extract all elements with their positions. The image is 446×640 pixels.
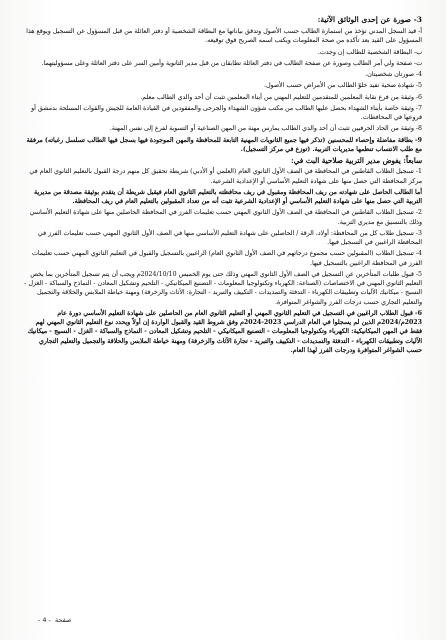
page-dash-left: - [48,616,51,624]
paragraph-4: 4- صورتان شخصيتان. [365,71,422,78]
paragraph-s6: 6- قبول الطلاب الراغبين في التسجيل في التعليم الثانوي المهني أو التعليم الثانوي العام من الحاصلين على شهادة التعليم الأساسي دورة عام 2023م/2024م الذين لم يسجلوا في العام الدراسي 2023-2024م وفق شروط القيد والقبول الواردة إن أولاً ويحدد نوع التعليم الثانوي المهني لهم فقط في المهن الميكانيكية: الكهرباء وتكنولوجيا المعلومات - التصنيع الميكانيكي - التلحيم وتشكيل المعادن - النماذج والسباكة - الغزل - النسيج - ميكانيك الآليات وتطبيقات الكهرباء - التدفئة والتمديدات - التكييف والتبريد - تجارة الآثاث والزخرفة) ومهنة خياطة الملابس والحلاقة والتجميل والتعليم التجاري حسب الشواغر المتوافرة ودرجات الفرز لهذا العام. [27,309,422,354]
paragraph-5: 5- شهادة صحية تفيد خلوّ الطالب من الأمراض حسب الأصول. [263,82,422,90]
paragraph-s3: 3- تسجيل طلاب كل من المحافظة: أولاد، الرقة / الحاصلين على شهادة التعليم الأساسي منها في الصف الأول الثانوي المهني حسب تعليمات الفرز في المحافظة الراغبين في التسجيل فيها. [37,229,422,246]
paragraph-9: 9- بطاقة مفاضلة وإحصاء للمحسنين (تذكر فيها جميع الثانويات المهنية التابعة للمحافظة والمهن الموجودة فيها بسجل فيها الطالب تسلسل رغباته) مرفقة مع طلب الانتساب تنظمها مديريات التربية. (توزع في مركز التسجيل). [26,136,422,153]
paragraph-s2: 2- تسجيل الطلاب القاطنين في المحافظة في الصف الأول الثانوي المهني حسب تعليمات الفرز في المحافظة الحاصلين منها على شهادة التعليم الأساسي وذلك بالتنسيق مع مديري التربية. [29,209,422,226]
page-number: 4 [42,616,47,624]
section-title-seven: سابعاً: يفوض مدير التربية صلاحية البت في: [291,156,422,165]
page-footer [36,616,71,624]
paragraph-a: أ- قيد السجل المدني تؤخذ من استمارة الطالب حسب الأصول وتدقق بياناتها مع البطاقة الشخصية أو دفتر العائلة من قبل المسؤول عن التسجيل ويوقع هذا المسؤول على القيد بعد تأكده من صحة المعلومات ويكتب اسمه الصريح فوق توقيعه. [26,28,422,45]
paragraph-t: ت- صفحة ولي أمر الطالب وصورة عن صفحة الطالب في دفتر العائلة تطابقان من قبل مدير الثانوية وأمين السر على دفتر العائلة وعلى مسؤوليتهما. [41,59,422,67]
paragraph-s1-note: أما الطالب الحاصل على شهادته من ريف المحافظة ومقبول في ريف محافظته بالتعليم الثانوي العام فيقبل شريطة أن يتقدم بوثيقة مصدقة من مديرية التربية التي حصل منها على شهادة التعليم الأساسي أو الإعدادية الشرعية تثبت أنه من تعداد المقبولين بالتعليم العام في ريف المحافظة. [34,188,422,205]
page-label: صفحة [54,616,72,624]
document-body [24,14,422,357]
paragraph-6: 6- وثيقة من فرع نقابة المعلمين للمتقدمين للتعليم المهني من أبناء المعلمين تثبت أن أحد والدي الطالب معلم. [140,93,422,101]
page-dash-right: - [38,616,41,624]
paragraph-8: 8- وثيقة من الحاد الحرفيين تثبت أن أحد والدي الطالب يمارس مهنة من المهن الصناعية أو التسوية لفرع إلى نفس المهنة. [109,125,422,133]
paragraph-b: ب- البطاقة الشخصية للطالب إن وجدت. [317,48,422,56]
section-heading-documents: 3- صورة عن إحدى الوثائق الآتية: [317,15,422,24]
paragraph-s5: 5- قبول طلبات المتأخرين عن التسجيل في الصف الأول الثانوي المهني وذلك حتى يوم الخميس 2024/10/10م ويجب أن يتم تسجيل المتأخرين بما يخص التعليم الثانوي المهني في الاختصاصات (الصناعة: الكهرباء وتكنولوجيا المعلومات - التصنيع الميكانيكي - التلحيم وتشكيل المعادن - النماذج والسباكة - الغزل - النسيج - ميكانيك الآليات وتطبيقات الكهرباء - التدفئة والتمديدات - التكييف والتبريد - التجارة: الآثاث والزخرفة) ومهنة خياطة الملابس والحلاقة والتجميل والتعليم التجاري حسب درجات الفرز والشواغر المتوافرة. [24,270,422,306]
paragraph-7: 7- وثيقة خاصة بأبناء الشهداء بحصل عليها الطالب من مكتب شؤون الشهداء والجرحى والمفقودين في القيادة العامة للجيش والقوات المسلحة بدمشق أو فروعها في المحافظات. [31,104,422,121]
paragraph-s4: 4- تسجيل الطلاب (المقبولين حسب مجموع درجاتهم في الصف الأول الثانوي العام) الراغبين بالتسجيل والقبول في التعليم الثانوي المهني حسب تعليمات الفرز في المحافظة الراغبين بالتسجيل فيها. [31,250,422,267]
paragraph-s1: 1- تسجيل الطلاب القاطنين في المحافظة في الصف الأول الثانوي العام (العلمي أو الأدبي) شريطة تحقيق كل منهم درجة القبول بالتعليم الثانوي العام في مركز المحافظة التي حصل منها على شهادة التعليم الأساسي أو الإعدادية الشرعية. [29,168,422,185]
